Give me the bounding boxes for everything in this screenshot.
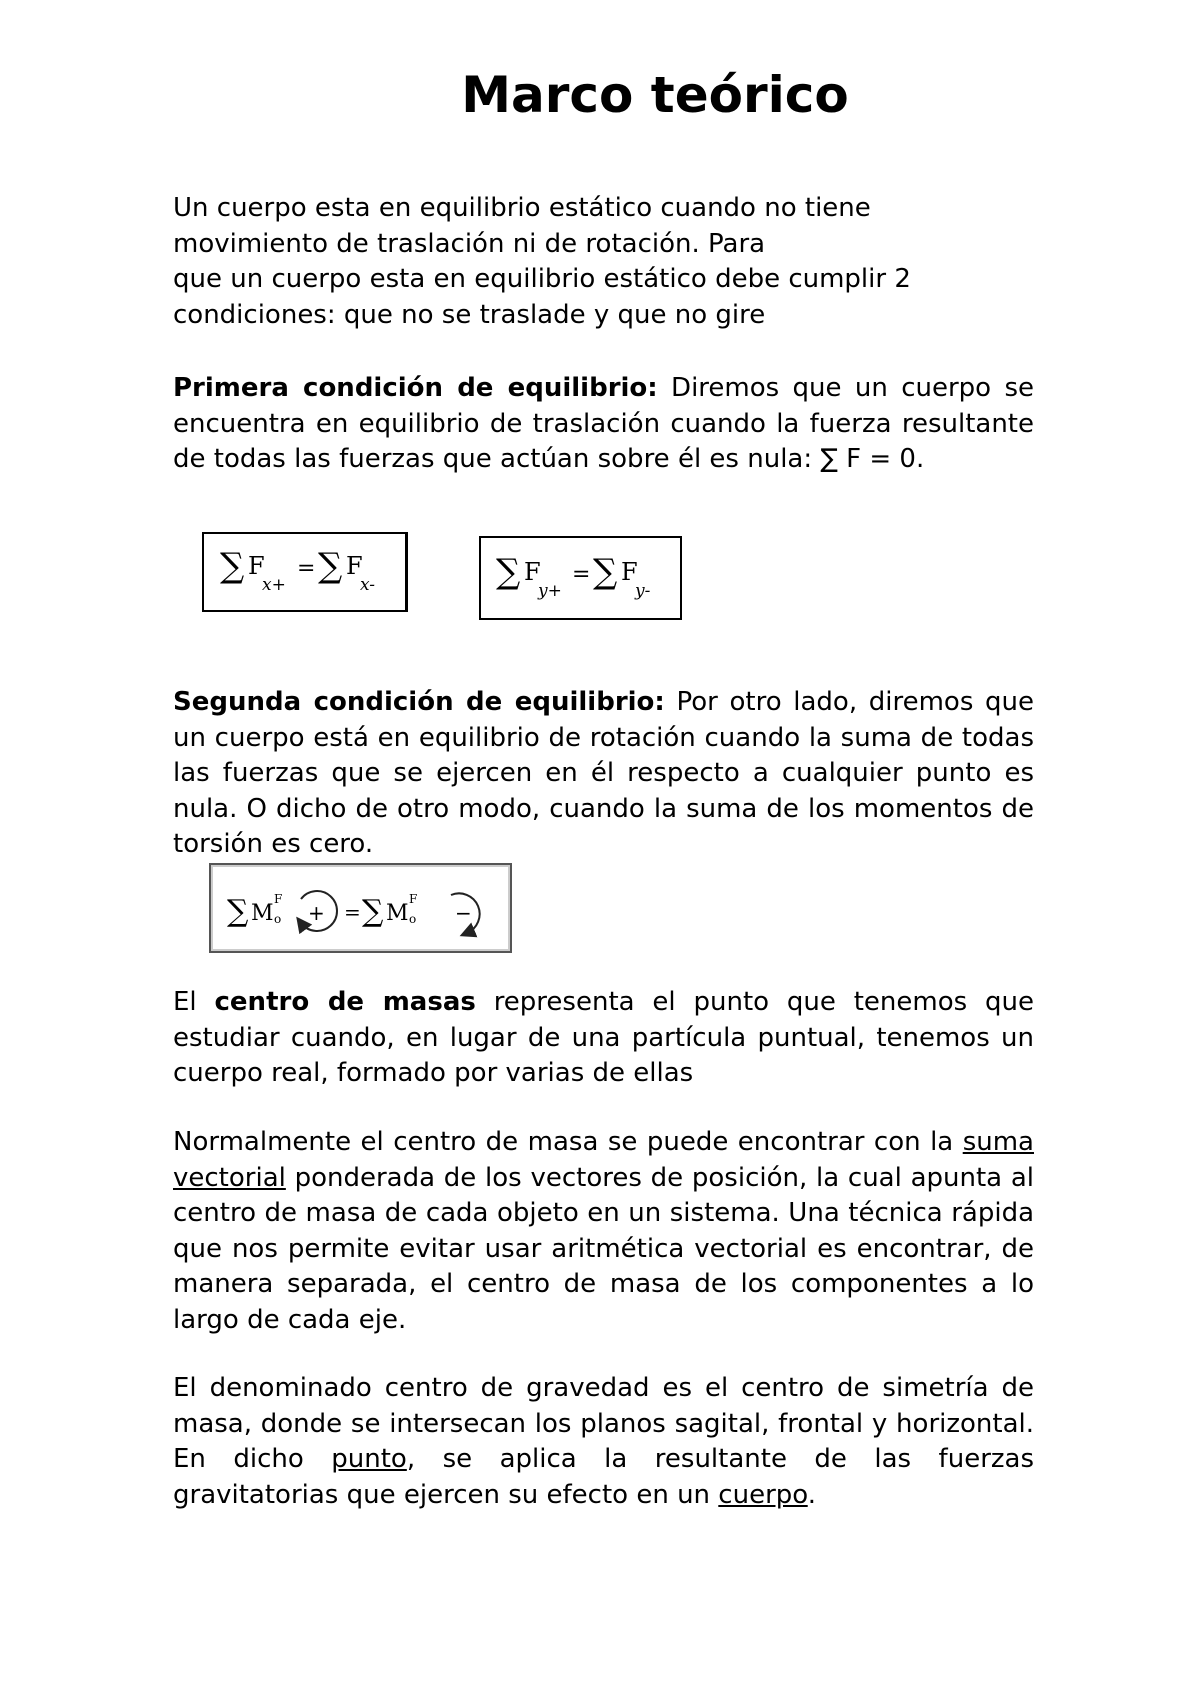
- sigma-symbol: ∑: [318, 546, 343, 586]
- subscript-y-plus: y+: [538, 581, 562, 601]
- gravedad-paragraph: [173, 1371, 1034, 1513]
- intro-line: condiciones: que no se traslade y que no gire: [173, 299, 766, 330]
- sigma-symbol: ∑: [220, 546, 245, 586]
- force-symbol: F: [621, 558, 638, 586]
- primera-condicion-text: Diremos que un cuerpo se encuentra en equilibrio de traslación cuando la fuerza resultante de todas las fuerzas que actúan sobre él es nula: ∑ F = 0.: [173, 373, 1034, 474]
- normalmente-text: ponderada de los vectores de posición, la cual apunta al centro de masa de cada objeto en un sistema. Una técnica rápida que nos permite evitar usar aritmética vectorial es encontrar, de manera separada, el centro de masa de los componentes a lo largo de cada eje.: [173, 1162, 1034, 1335]
- intro-line: movimiento de traslación ni de rotación. Para: [173, 228, 766, 259]
- primera-condicion-paragraph: [173, 371, 1034, 478]
- superscript-f: F: [274, 892, 283, 906]
- cuerpo-link[interactable]: cuerpo: [718, 1479, 808, 1510]
- moment-symbol: M: [386, 901, 409, 926]
- punto-link[interactable]: punto: [331, 1444, 407, 1474]
- segunda-condicion-text: Por otro lado, diremos que un cuerpo está en equilibrio de rotación cuando la suma de todas las fuerzas que se ejercen en él respecto a cualquier punto es nula. O dicho de otro modo, cuando la suma de los momentos de torsión es cero.: [173, 687, 1035, 859]
- normalmente-pre: Normalmente el centro de masa se puede encontrar con la: [173, 1127, 963, 1157]
- formula-sum-moments: [209, 863, 512, 953]
- force-symbol: F: [346, 552, 363, 580]
- plus-sign: +: [308, 901, 325, 925]
- gravedad-pre: El denominado centro de gravedad es el centro de simetría de masa, donde se intersecan los planos sagital, frontal y horizontal. En dicho: [173, 1373, 1034, 1474]
- subscript-o: o: [274, 912, 282, 926]
- force-symbol: F: [248, 552, 265, 580]
- force-symbol: F: [524, 558, 541, 586]
- sigma-symbol: ∑: [362, 894, 384, 929]
- suma-vectorial-link[interactable]: suma vectorial: [173, 1127, 1034, 1193]
- normalmente-paragraph: [173, 1125, 1034, 1338]
- formula-sum-fy: [479, 536, 682, 620]
- sigma-symbol: ∑: [496, 552, 521, 592]
- clockwise-rotation-icon: [451, 893, 480, 933]
- subscript-x-plus: x+: [262, 575, 286, 595]
- intro-line: que un cuerpo esta en equilibrio estático debe cumplir 2: [173, 264, 911, 294]
- gravedad-mid: , se aplica la resultante de las fuerzas gravitatorias que ejercen su efecto en un: [173, 1444, 1035, 1510]
- subscript-x-minus: x-: [360, 575, 376, 595]
- gravedad-end: .: [807, 1479, 816, 1510]
- counterclockwise-rotation-icon: [301, 891, 337, 931]
- subscript-o: o: [409, 912, 417, 926]
- superscript-f: F: [409, 892, 418, 906]
- formula-sum-fx: [202, 532, 408, 612]
- intro-line: Un cuerpo esta en equilibrio estático cuando no tiene: [173, 193, 871, 223]
- sigma-symbol: ∑: [593, 552, 618, 592]
- segunda-condicion-heading: Segunda condición de equilibrio:: [173, 687, 665, 717]
- equals-sign: =: [297, 556, 316, 581]
- sigma-symbol: ∑: [227, 894, 249, 929]
- segunda-condicion-paragraph: [173, 685, 1034, 863]
- centro-masas-term: centro de masas: [214, 987, 476, 1017]
- page-title: Marco teórico: [461, 66, 849, 124]
- centro-masas-text: representa el punto que tenemos que estudiar cuando, en lugar de una partícula puntual, tenemos un cuerpo real, formado por varias de ellas: [173, 987, 1035, 1088]
- primera-condicion-heading: Primera condición de equilibrio:: [173, 373, 658, 403]
- intro-paragraph: [173, 191, 1033, 333]
- centro-masas-paragraph: [173, 985, 1034, 1092]
- centro-masas-pre: El: [173, 987, 215, 1017]
- equals-sign: =: [572, 562, 591, 587]
- equals-sign: =: [344, 900, 361, 924]
- minus-sign: −: [455, 901, 472, 925]
- moment-symbol: M: [251, 901, 274, 926]
- subscript-y-minus: y-: [635, 581, 651, 601]
